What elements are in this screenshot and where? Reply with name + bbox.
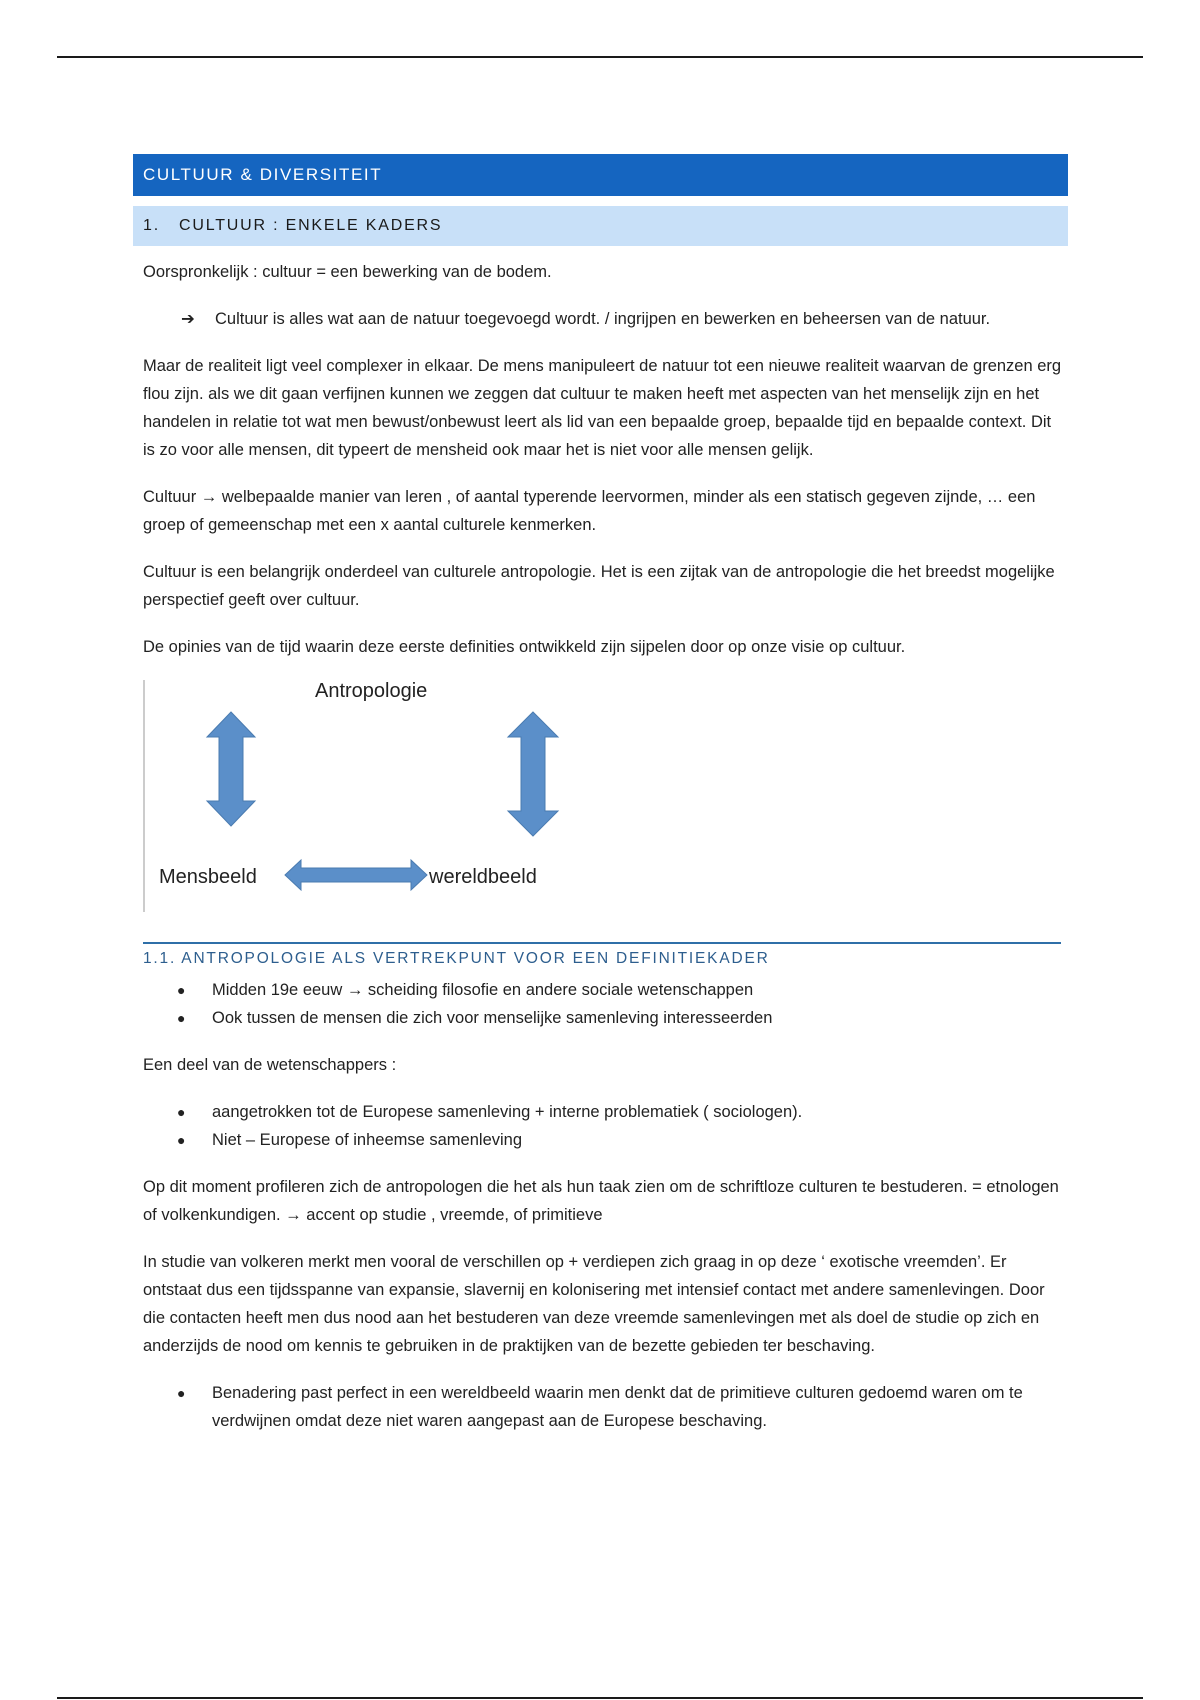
subsection-heading: 1.1. ANTROPOLOGIE ALS VERTREKPUNT VOOR EEN DEFINITIEKADER bbox=[143, 942, 1061, 968]
horizontal-arrow-icon bbox=[285, 860, 427, 890]
bullet-list-a bbox=[133, 976, 1068, 1032]
bullet-icon: ● bbox=[177, 1385, 186, 1401]
paragraph-learning: Cultuur → welbepaalde manier van leren , of aantal typerende leervormen, minder als een statisch gegeven zijnde, … een groep of gemeenschap met een x aantal culturele kenmerken. bbox=[143, 488, 1036, 534]
section-heading bbox=[133, 206, 1068, 246]
list-item: ● aangetrokken tot de Europese samenleving + interne problematiek ( sociologen). bbox=[177, 1098, 1068, 1126]
paragraph-opinions: De opinies van de tijd waarin deze eerste definities ontwikkeld zijn sijpelen door op onze visie op cultuur. bbox=[143, 638, 906, 656]
paragraph-part: Een deel van de wetenschappers : bbox=[143, 1056, 397, 1074]
page-bottom-rule bbox=[57, 1697, 1143, 1699]
paragraph-origin: Oorspronkelijk : cultuur = een bewerking van de bodem. bbox=[143, 263, 552, 281]
list-item: ● Ook tussen de mensen die zich voor menselijke samenleving interesseerden bbox=[177, 1004, 1068, 1032]
vertical-arrow-left-icon bbox=[207, 712, 255, 826]
paragraph-reality: Maar de realiteit ligt veel complexer in elkaar. De mens manipuleert de natuur tot een nieuwe realiteit waarvan de grenzen erg flou zijn. als we dit gaan verfijnen kunnen we zeggen dat cultuur te maken heeft met aspecten van het menselijk zijn en het handelen in relatie tot wat men bewust/onbewust leert als lid van een bepaalde groep, bepaalde tijd en bepaalde context. Dit is zo voor alle mensen, dit typeert de mensheid ook maar het is niet voor alle mensen gelijk. bbox=[143, 357, 1062, 459]
bullet-icon: ● bbox=[177, 1104, 186, 1120]
main-heading: CULTUUR & DIVERSITEIT bbox=[133, 154, 1068, 196]
concept-diagram bbox=[143, 680, 625, 912]
page-top-rule bbox=[57, 56, 1143, 58]
vertical-arrow-right-icon bbox=[508, 712, 558, 836]
list-item: ● Midden 19e eeuw → scheiding filosofie en andere sociale wetenschappen bbox=[177, 976, 1068, 1004]
arrow-point-text: Cultuur is alles wat aan de natuur toegevoegd wordt. / ingrijpen en bewerken en beheersen van de natuur. bbox=[215, 310, 991, 328]
diagram-arrows bbox=[145, 680, 625, 912]
diagram-label-mensbeeld: Mensbeeld bbox=[159, 866, 257, 888]
paragraph-profile: Op dit moment profileren zich de antropologen die het als hun taak zien om de schriftloze culturen te bestuderen. = etnologen of volkenkundigen. → accent op studie , vreemde, of primitieve bbox=[143, 1178, 1059, 1224]
bullet-icon: ● bbox=[177, 1010, 186, 1026]
bullet-list-b bbox=[133, 1098, 1068, 1154]
bullet-icon: ● bbox=[177, 1132, 186, 1148]
section-title: CULTUUR : ENKELE KADERS bbox=[179, 217, 443, 234]
bullet-list-c bbox=[133, 1379, 1068, 1435]
diagram-label-antropologie: Antropologie bbox=[315, 680, 428, 702]
document-body bbox=[133, 154, 1068, 1454]
list-item: ● Benadering past perfect in een wereldbeeld waarin men denkt dat de primitieve culturen gedoemd waren om te verdwijnen omdat deze niet waren aangepast aan de Europese beschaving. bbox=[177, 1379, 1068, 1435]
paragraph-anthropology: Cultuur is een belangrijk onderdeel van culturele antropologie. Het is een zijtak van de antropologie die het breedst mogelijke perspectief geeft over cultuur. bbox=[143, 563, 1055, 609]
diagram-label-wereldbeeld: wereldbeeld bbox=[429, 866, 537, 888]
section-number: 1. bbox=[143, 217, 160, 234]
paragraph-study: In studie van volkeren merkt men vooral de verschillen op + verdiepen zich graag in op deze ‘ exotische vreemden’. Er ontstaat dus een tijdsspanne van expansie, slavernij en kolonisering met intensief contact met andere samenlevingen. Door die contacten heeft men dus nood aan het bestuderen van deze vreemde samenlevingen met als doel de studie op zich en anderzijds de nood om kennis te gebruiken in de praktijken van de bezette gebieden ter beschaving. bbox=[143, 1253, 1045, 1355]
arrow-point bbox=[181, 305, 1068, 333]
right-arrow-icon: ➔ bbox=[181, 310, 195, 328]
bullet-icon: ● bbox=[177, 982, 186, 998]
list-item: ● Niet – Europese of inheemse samenleving bbox=[177, 1126, 1068, 1154]
